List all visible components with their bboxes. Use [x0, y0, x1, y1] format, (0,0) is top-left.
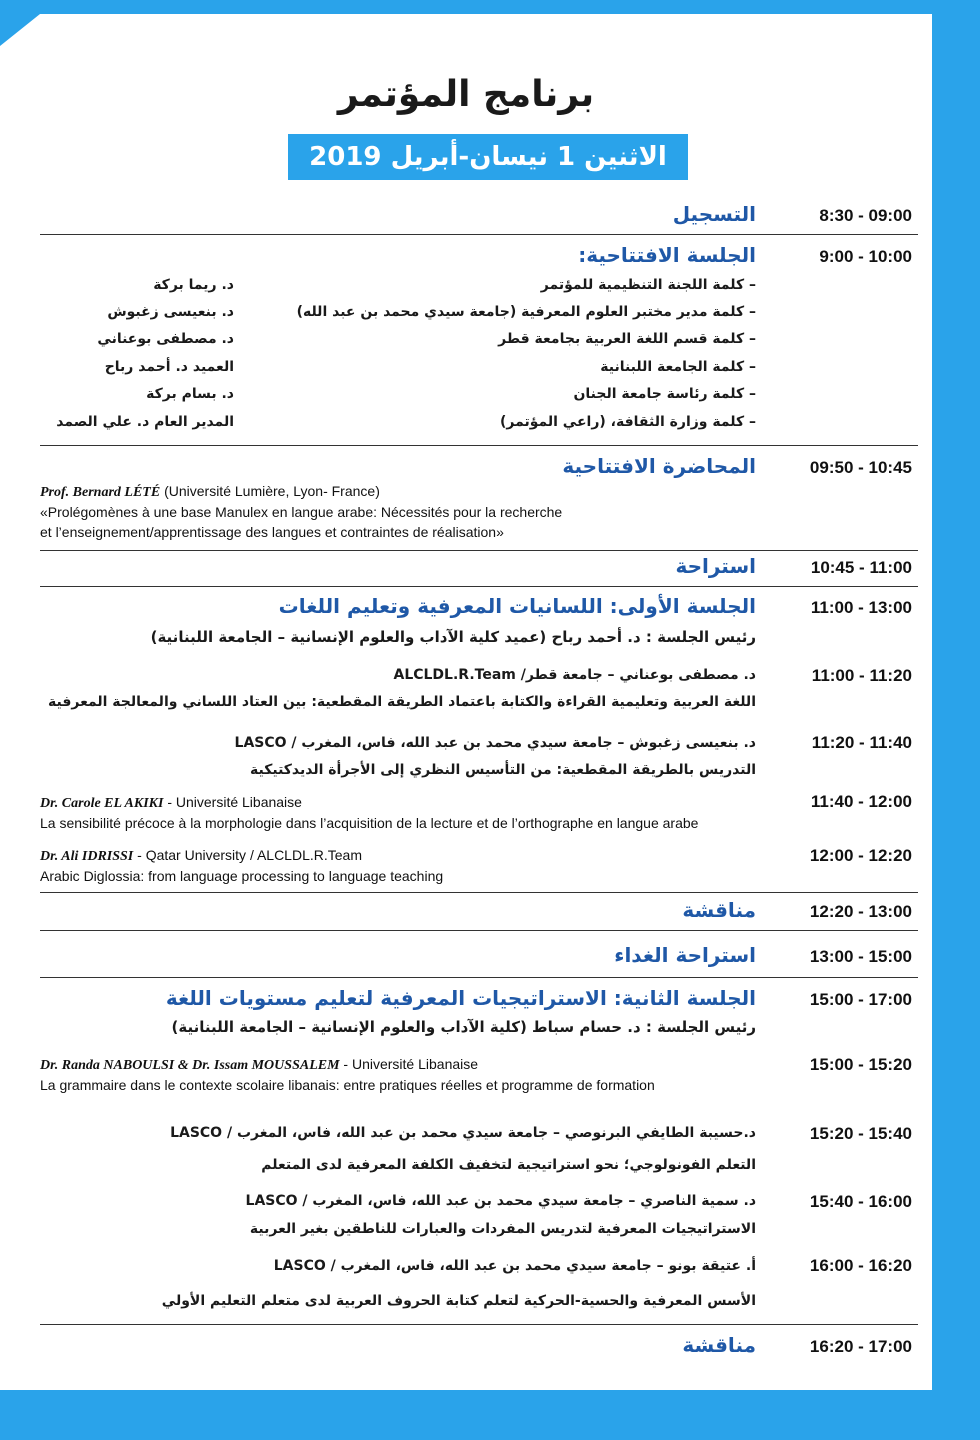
- talk-title: الاستراتيجيات المعرفية لتدريس المفردات والعبارات للناطقين بغير العربية: [249, 1221, 756, 1237]
- page-title: برنامج المؤتمر: [337, 74, 595, 115]
- frame-top: [0, 0, 980, 14]
- heading-break: استراحة: [675, 554, 756, 578]
- heading-lunch: استراحة الغداء: [614, 943, 756, 967]
- talk-speaker: د. مصطفى بوعناني – جامعة قطر/ ALCLDL.R.Team: [393, 667, 756, 683]
- talk-speaker: د. بنعيسى زغبوش – جامعة سيدي محمد بن عبد الله، فاس، المغرب / LASCO: [234, 735, 756, 751]
- talk-speaker: د.حسيبة الطايفي البرنوصي – جامعة سيدي محمد بن عبد الله، فاس، المغرب / LASCO: [170, 1125, 756, 1141]
- divider: [40, 892, 918, 893]
- lecture-speaker: [40, 483, 380, 501]
- opening-speaker: د. مصطفى بوعناني: [97, 331, 234, 347]
- talk-title: التدريس بالطريقة المقطعية: من التأسيس النظري إلى الأجرأة الديدكتيكية: [250, 762, 756, 778]
- speaker-name: Dr. Carole EL AKIKI: [40, 796, 164, 811]
- heading-discussion: مناقشة: [682, 1333, 756, 1357]
- divider: [40, 977, 918, 978]
- talk-speaker: أ. عتيقة بونو – جامعة سيدي محمد بن عبد الله، فاس، المغرب / LASCO: [273, 1258, 756, 1274]
- time-break: 10:45 - 11:00: [810, 558, 912, 577]
- lecture-title-line: et l’enseignement/apprentissage des langues et contraintes de réalisation»: [40, 524, 504, 540]
- opening-speaker: المدير العام د. علي الصمد: [56, 414, 234, 430]
- heading-registration: التسجيل: [672, 202, 756, 226]
- time-talk: 12:00 - 12:20: [809, 846, 912, 865]
- speaker-name: Prof. Bernard LÉTÉ: [40, 485, 161, 500]
- heading-session2: الجلسة الثانية: الاستراتيجيات المعرفية لتعليم مستويات اللغة: [165, 986, 756, 1010]
- time-session2: 15:00 - 17:00: [809, 990, 912, 1009]
- time-talk: 15:00 - 15:20: [809, 1055, 912, 1074]
- talk-title: الأسس المعرفية والحسية-الحركية لتعلم كتابة الحروف العربية لدى متعلم التعليم الأولي: [161, 1293, 756, 1309]
- divider: [40, 586, 918, 587]
- opening-item: – كلمة الجامعة اللبنانية: [600, 359, 756, 375]
- time-talk: 11:00 - 11:20: [811, 666, 912, 685]
- talk-title: La sensibilité précoce à la morphologie dans l’acquisition de la lecture et de l’orthographe en langue arabe: [40, 815, 699, 831]
- opening-item: – كلمة رئاسة جامعة الجنان: [573, 386, 756, 402]
- speaker-affiliation: - Université Libanaise: [339, 1056, 479, 1072]
- time-registration: 8:30 - 09:00: [819, 206, 912, 225]
- talk-speaker: [40, 794, 302, 812]
- divider: [40, 1324, 918, 1325]
- time-discussion: 12:20 - 13:00: [809, 902, 912, 921]
- time-talk: 11:40 - 12:00: [810, 792, 912, 811]
- frame-right: [932, 0, 980, 1440]
- opening-item: – كلمة وزارة الثقافة، (راعي المؤتمر): [499, 414, 756, 430]
- frame-corner: [0, 14, 40, 46]
- talk-speaker: [40, 847, 362, 865]
- opening-speaker: العميد د. أحمد رباح: [104, 359, 234, 375]
- time-session1: 11:00 - 13:00: [810, 598, 912, 617]
- time-lecture: 09:50 - 10:45: [809, 458, 912, 477]
- date-banner: الاثنين 1 نيسان-أبريل 2019: [288, 134, 688, 180]
- lecture-title-line: «Prolégomènes à une base Manulex en langue arabe: Nécessités pour la recherche: [40, 504, 563, 520]
- time-talk: 15:40 - 16:00: [809, 1192, 912, 1211]
- speaker-affiliation: - Qatar University / ALCLDL.R.Team: [133, 847, 362, 863]
- speaker-name: Dr. Ali IDRISSI: [40, 849, 134, 864]
- opening-item: – كلمة اللجنة التنظيمية للمؤتمر: [540, 277, 756, 293]
- session1-chair: رئيس الجلسة : د. أحمد رباح (عميد كلية الآداب والعلوم الإنسانية – الجامعة اللبنانية): [150, 628, 756, 646]
- opening-speaker: د. ريما بركة: [153, 277, 234, 293]
- time-talk: 11:20 - 11:40: [811, 733, 912, 752]
- frame-bottom: [0, 1390, 980, 1440]
- divider: [40, 930, 918, 931]
- opening-item: – كلمة مدير مختبر العلوم المعرفية (جامعة سيدي محمد بن عبد الله): [296, 304, 756, 320]
- speaker-affiliation: - Université Libanaise: [163, 794, 302, 810]
- talk-title: التعلم الفونولوجي؛ نحو استراتيجية لتخفيف الكلفة المعرفية لدى المتعلم: [261, 1157, 756, 1173]
- talk-speaker: د. سمية الناصري – جامعة سيدي محمد بن عبد الله، فاس، المغرب / LASCO: [245, 1193, 756, 1209]
- opening-item: – كلمة قسم اللغة العربية بجامعة قطر: [498, 331, 756, 347]
- opening-speaker: د. بنعيسى زغبوش: [107, 304, 234, 320]
- time-opening: 9:00 - 10:00: [819, 247, 912, 266]
- speaker-name: Dr. Randa NABOULSI & Dr. Issam MOUSSALEM: [40, 1058, 340, 1073]
- time-talk: 15:20 - 15:40: [809, 1124, 912, 1143]
- heading-discussion: مناقشة: [682, 898, 756, 922]
- heading-session1: الجلسة الأولى: اللسانيات المعرفية وتعليم اللغات: [278, 594, 756, 618]
- speaker-affiliation: (Université Lumière, Lyon- France): [160, 483, 380, 499]
- time-lunch: 13:00 - 15:00: [809, 947, 912, 966]
- talk-title: Arabic Diglossia: from language processing to language teaching: [40, 868, 444, 884]
- session2-chair: رئيس الجلسة : د. حسام سباط (كلية الآداب والعلوم الإنسانية – الجامعة اللبنانية): [171, 1018, 756, 1036]
- talk-title: La grammaire dans le contexte scolaire libanais: entre pratiques réelles et programme de formation: [40, 1077, 655, 1093]
- time-discussion: 16:20 - 17:00: [809, 1337, 912, 1356]
- divider: [40, 234, 918, 235]
- heading-opening: الجلسة الافتتاحية:: [578, 243, 756, 267]
- time-talk: 16:00 - 16:20: [809, 1256, 912, 1275]
- divider: [40, 550, 918, 551]
- talk-speaker: [40, 1056, 478, 1074]
- divider: [40, 445, 918, 446]
- heading-lecture: المحاضرة الافتتاحية: [562, 454, 756, 478]
- talk-title: اللغة العربية وتعليمية القراءة والكتابة باعتماد الطريقة المقطعية: بين العتاد اللساني والمعالجة المعرفية: [48, 694, 756, 710]
- opening-speaker: د. بسام بركة: [146, 386, 234, 402]
